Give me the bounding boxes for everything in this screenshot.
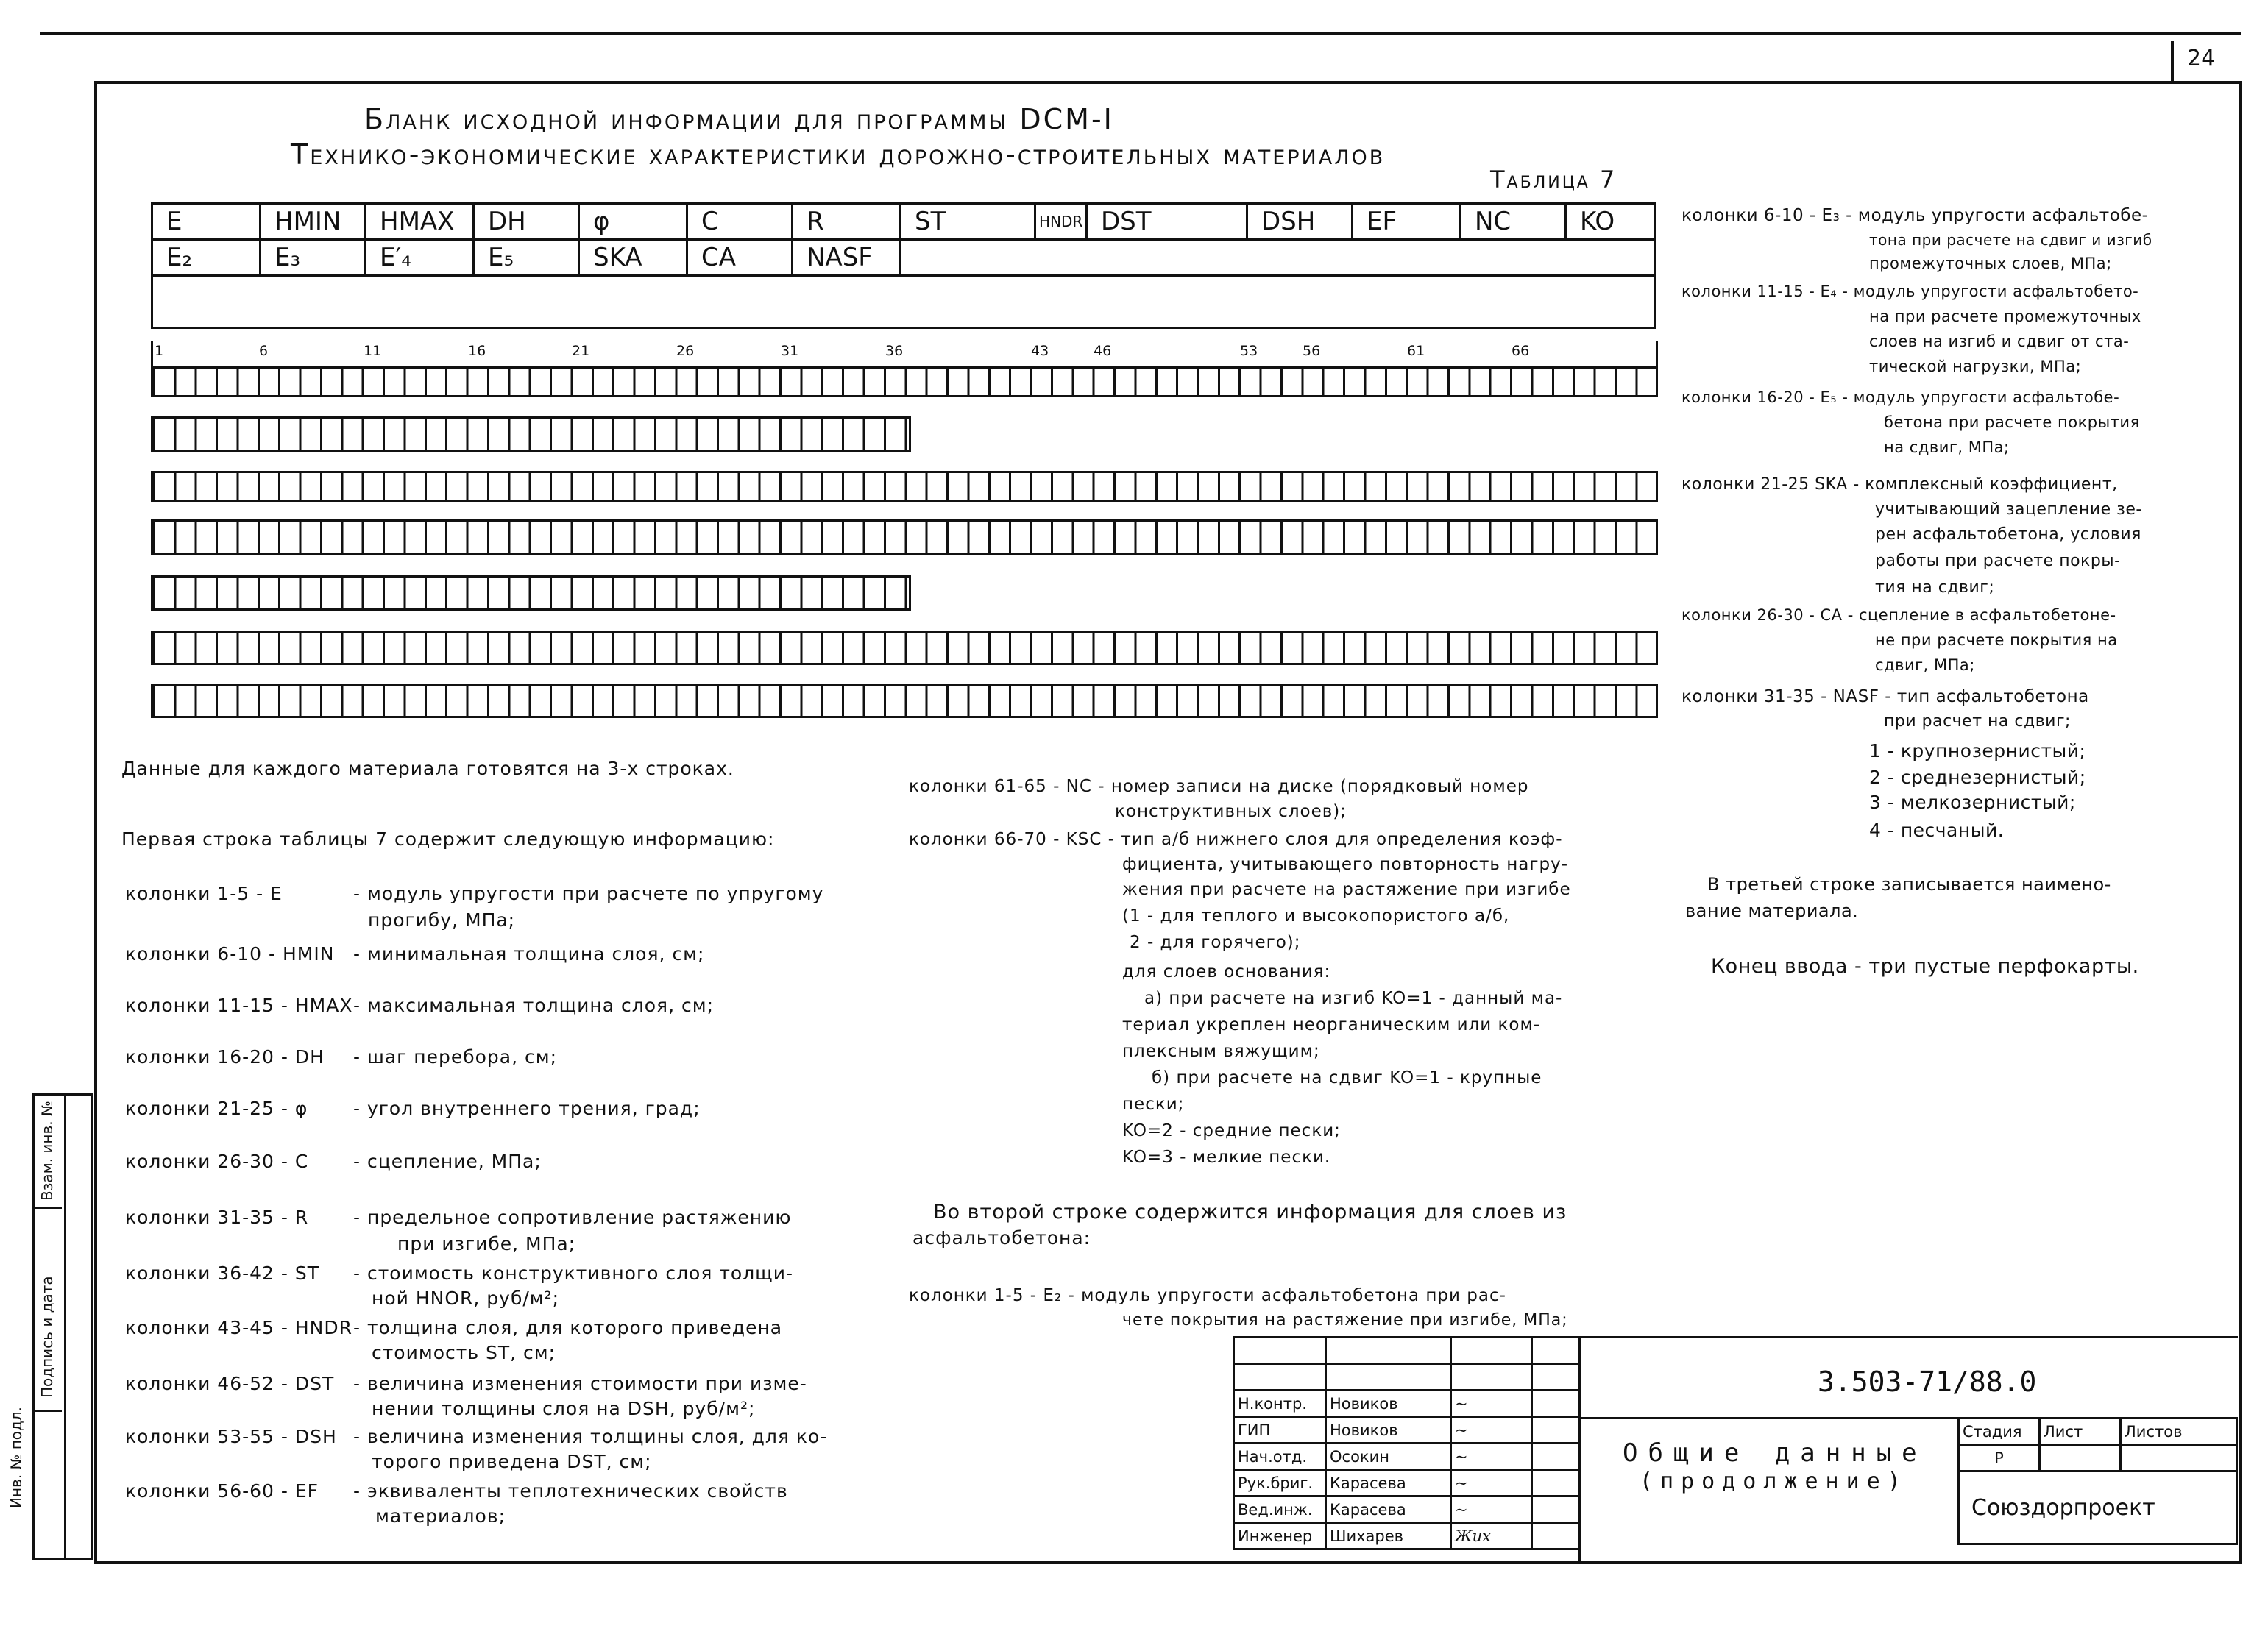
hdr-cell: HNDR [1035,204,1087,240]
intro-text: Данные для каждого материала готовятся на 3-х строках. [121,758,734,779]
col-spec-desc: - модуль упругости при расчете по упругому [353,883,824,904]
org-name: Союздорпроект [1959,1471,2237,1544]
middle-line: 2 - для горячего); [1130,933,1301,952]
form-subtitle: Технико-экономические характеристики дорожно-строительных материалов [291,138,1386,171]
middle-line: конструктивных слоев); [1115,802,1347,821]
middle-line: для слоев основания: [1122,962,1331,981]
right-line: колонки 21-25 SKA - комплексный коэффициент, [1681,475,2118,494]
signature: ~ [1451,1391,1532,1417]
right-line: слоев на изгиб и сдвиг от ста- [1869,333,2130,350]
hdr-cell: DST [1087,204,1247,240]
right-line: 2 - среднезернистый; [1869,767,2086,788]
middle-line: плексным вяжущим; [1122,1042,1320,1061]
stamp-row [1234,1444,1580,1470]
header-table [151,202,1656,329]
right-line: промежуточных слоев, МПа; [1869,255,2112,272]
col-spec-label: колонки 11-15 - HMAX [125,995,353,1016]
right-line: колонки 31-35 - NASF - тип асфальтобетона [1681,687,2089,706]
middle-line: жения при расчете на растяжение при изгибе [1122,880,1571,899]
hdr-cell: CA [687,240,793,276]
col-spec-label: колонки 21-25 - φ [125,1098,308,1119]
signature: ~ [1451,1470,1532,1496]
col-spec-desc: - угол внутреннего трения, град; [353,1098,701,1119]
card-row-6 [151,631,1658,665]
stage-value: Р [1959,1445,2040,1471]
right-line: учитывающий зацепление зе- [1875,500,2142,519]
hdr-cell: NASF [793,240,901,276]
hdr-cell: E₃ [261,240,366,276]
hdr-cell: SKA [579,240,687,276]
col-num: 11 [364,343,382,359]
hdr-cell: φ [579,204,687,240]
col-spec-desc: - эквиваленты теплотехнических свойств [353,1480,788,1502]
middle-line: KO=3 - мелкие пески. [1122,1148,1331,1167]
middle-line: асфальтобетона: [912,1227,1091,1249]
stamp-role: Н.контр. [1234,1391,1326,1417]
middle-line: (1 - для теплого и высокопористого а/б, [1122,906,1510,926]
col-spec-label: колонки 56-60 - EF [125,1480,319,1502]
stamp-row [1234,1496,1580,1523]
middle-line: колонки 61-65 - NC - номер записи на диске (порядковый номер [909,777,1529,796]
right-line: на при расчете промежуточных [1869,308,2141,325]
col-num: 21 [572,343,590,359]
stage-label: Стадия [1959,1419,2040,1445]
col-num: 16 [468,343,486,359]
card-row-7 [151,684,1658,718]
header-row-3 [152,276,1655,328]
right-line: сдвиг, МПа; [1875,656,1975,674]
right-line: на сдвиг, МПа; [1884,439,2010,456]
hdr-cell: E₅ [474,240,579,276]
hdr-cell: E [152,204,261,240]
right-line: колонки 16-20 - E₅ - модуль упругости асфальтобе- [1681,388,2120,406]
col-spec-desc: - толщина слоя, для которого приведена [353,1317,783,1338]
right-line: вание материала. [1685,901,1859,921]
middle-line: фициента, учитывающего повторность нагру- [1122,855,1568,874]
right-line: тической нагрузки, МПа; [1869,358,2082,375]
hdr-cell: ST [901,204,1035,240]
right-line: не при расчете покрытия на [1875,631,2118,649]
col-spec-desc: стоимость ST, см; [372,1342,556,1363]
right-line: бетона при расчете покрытия [1884,413,2140,431]
middle-line: колонки 66-70 - KSC - тип а/б нижнего слоя для определения коэф- [909,830,1563,849]
side-stamp-divider [32,1207,62,1209]
middle-line: колонки 1-5 - E₂ - модуль упругости асфальтобетона при рас- [909,1286,1506,1305]
hdr-cell: E₂ [152,240,261,276]
card-row-2 [151,416,911,452]
hdr-cell: KO [1566,204,1655,240]
col-num: 36 [885,343,904,359]
doc-subtitle: (продолжение) [1640,1469,1908,1494]
hdr-cell: R [793,204,901,240]
col-spec-desc: - стоимость конструктивного слоя толщи- [353,1263,793,1284]
hdr-cell: DSH [1247,204,1353,240]
hdr-cell: HMAX [366,204,474,240]
doc-title: Общие данные [1623,1438,1927,1468]
hdr-cell: EF [1353,204,1461,240]
side-label-inv: Инв. № подл. [7,1407,25,1508]
stamp-row [1234,1470,1580,1496]
stamp-name: Карасева [1326,1470,1451,1496]
hdr-cell: NC [1461,204,1566,240]
right-line: работы при расчете покры- [1875,552,2121,570]
col-spec-desc: торого приведена DST, см; [372,1451,652,1472]
card-row-4 [151,519,1658,555]
col-spec-desc: - величина изменения стоимости при изме- [353,1373,807,1394]
col-spec-label: колонки 46-52 - DST [125,1373,335,1394]
right-line: тия на сдвиг; [1875,578,1995,597]
stamp-role: Рук.бриг. [1234,1470,1326,1496]
col-num: 61 [1407,343,1425,359]
col-spec-desc: - предельное сопротивление растяжению [353,1207,792,1228]
middle-line: а) при расчете на изгиб KO=1 - данный ма- [1144,989,1563,1008]
column-number-strip [151,341,1658,366]
right-line: 4 - песчаный. [1869,820,2005,841]
side-stamp-divider [32,1410,62,1412]
right-line: В третьей строке записывается наимено- [1707,874,2111,895]
card-row-1 [151,366,1658,397]
col-spec-label: колонки 6-10 - HMIN [125,943,335,965]
col-spec-label: колонки 43-45 - HNDR [125,1317,352,1338]
sheets-label: Листов [2121,1419,2237,1445]
stamp-role: Вед.инж. [1234,1496,1326,1523]
right-line: Конец ввода - три пустые перфокарты. [1711,955,2139,978]
signature: ~ [1451,1496,1532,1523]
col-num: 53 [1240,343,1258,359]
col-num: 6 [259,343,269,359]
col-num: 66 [1512,343,1530,359]
sheets-value [2121,1445,2237,1471]
col-spec-label: колонки 53-55 - DSH [125,1426,337,1447]
col-spec-desc: - максимальная толщина слоя, см; [353,995,715,1016]
stamp-role: Нач.отд. [1234,1444,1326,1470]
first-row-text: Первая строка таблицы 7 содержит следующую информацию: [121,828,775,850]
signature: ~ [1451,1417,1532,1444]
stamp-name: Шихарев [1326,1523,1451,1549]
col-spec-desc: при изгибе, МПа; [397,1233,576,1254]
col-num: 1 [155,343,164,359]
middle-line: чете покрытия на растяжение при изгибе, МПа; [1122,1311,1568,1329]
right-line: колонки 11-15 - E₄ - модуль упругости асфальтобето- [1681,283,2139,300]
hdr-cell: DH [474,204,579,240]
page-number: 24 [2187,46,2216,71]
header-row-2 [152,240,1655,276]
hdr-cell: C [687,204,793,240]
side-stamp-col [62,1093,93,1560]
stamp-role: Инженер [1234,1523,1326,1549]
right-line: 1 - крупнозернистый; [1869,740,2086,761]
hdr-cell: E′₄ [366,240,474,276]
col-spec-label: колонки 36-42 - ST [125,1263,320,1284]
hdr-empty [901,240,1655,276]
sheet-value [2040,1445,2121,1471]
middle-line: KO=2 - средние пески; [1122,1121,1341,1140]
table-label: Таблица 7 [1490,166,1617,193]
right-line: рен асфальтобетона, условия [1875,525,2141,544]
hdr-cell: HMIN [261,204,366,240]
col-spec-desc: - величина изменения толщины слоя, для ко- [353,1426,828,1447]
col-num: 31 [781,343,799,359]
stamp-stage-table [1957,1417,2238,1545]
col-spec-label: колонки 31-35 - R [125,1207,309,1228]
col-spec-desc: материалов; [375,1505,506,1527]
middle-line: Во второй строке содержится информация для слоев из [933,1201,1567,1224]
col-spec-desc: - минимальная толщина слоя, см; [353,943,705,965]
stamp-row [1234,1391,1580,1417]
stamp-row [1234,1523,1580,1549]
col-spec-label: колонки 26-30 - C [125,1151,309,1172]
header-row-1 [152,204,1655,240]
top-rule [40,32,2241,35]
right-line: при расчет на сдвиг; [1884,712,2071,731]
col-num: 43 [1031,343,1049,359]
stamp-name: Карасева [1326,1496,1451,1523]
stamp-role: ГИП [1234,1417,1326,1444]
right-line: колонки 6-10 - E₃ - модуль упругости асфальтобе- [1681,206,2149,225]
doc-code: 3.503-71/88.0 [1818,1366,2037,1398]
col-spec-desc: прогибу, МПа; [368,909,516,931]
middle-line: териал укреплен неорганическим или ком- [1122,1015,1541,1034]
col-num: 56 [1303,343,1321,359]
col-spec-label: колонки 1-5 - E [125,883,283,904]
col-spec-desc: - шаг перебора, см; [353,1046,558,1068]
card-row-5 [151,575,911,611]
form-title: Бланк исходной информации для программы DCM-I [364,103,1114,135]
signature: Жих [1451,1523,1532,1549]
right-line: тона при расчете на сдвиг и изгиб [1869,231,2152,249]
col-spec-label: колонки 16-20 - DH [125,1046,325,1068]
col-num: 26 [676,343,695,359]
hdr-empty [152,276,1655,328]
middle-line: пески; [1122,1095,1185,1114]
col-spec-desc: нении толщины слоя на DSH, руб/м²; [372,1398,756,1419]
col-num: 46 [1094,343,1112,359]
side-label-vzam: Взам. инв. № [38,1101,56,1201]
col-spec-desc: - сцепление, МПа; [353,1151,542,1172]
signature: ~ [1451,1444,1532,1470]
card-row-3 [151,471,1658,502]
stamp-name: Новиков [1326,1417,1451,1444]
right-line: 3 - мелкозернистый; [1869,792,2076,813]
side-label-sign: Подпись и дата [38,1276,56,1398]
right-line: колонки 26-30 - CA - сцепление в асфальтобетоне- [1681,606,2116,624]
stamp-row [1234,1417,1580,1444]
sheet-label: Лист [2040,1419,2121,1445]
stamp-name: Осокин [1326,1444,1451,1470]
stamp-name: Новиков [1326,1391,1451,1417]
middle-line: б) при расчете на сдвиг KO=1 - крупные [1152,1068,1542,1087]
stamp-signatures [1233,1336,1581,1550]
col-spec-desc: ной HNOR, руб/м²; [372,1288,560,1309]
